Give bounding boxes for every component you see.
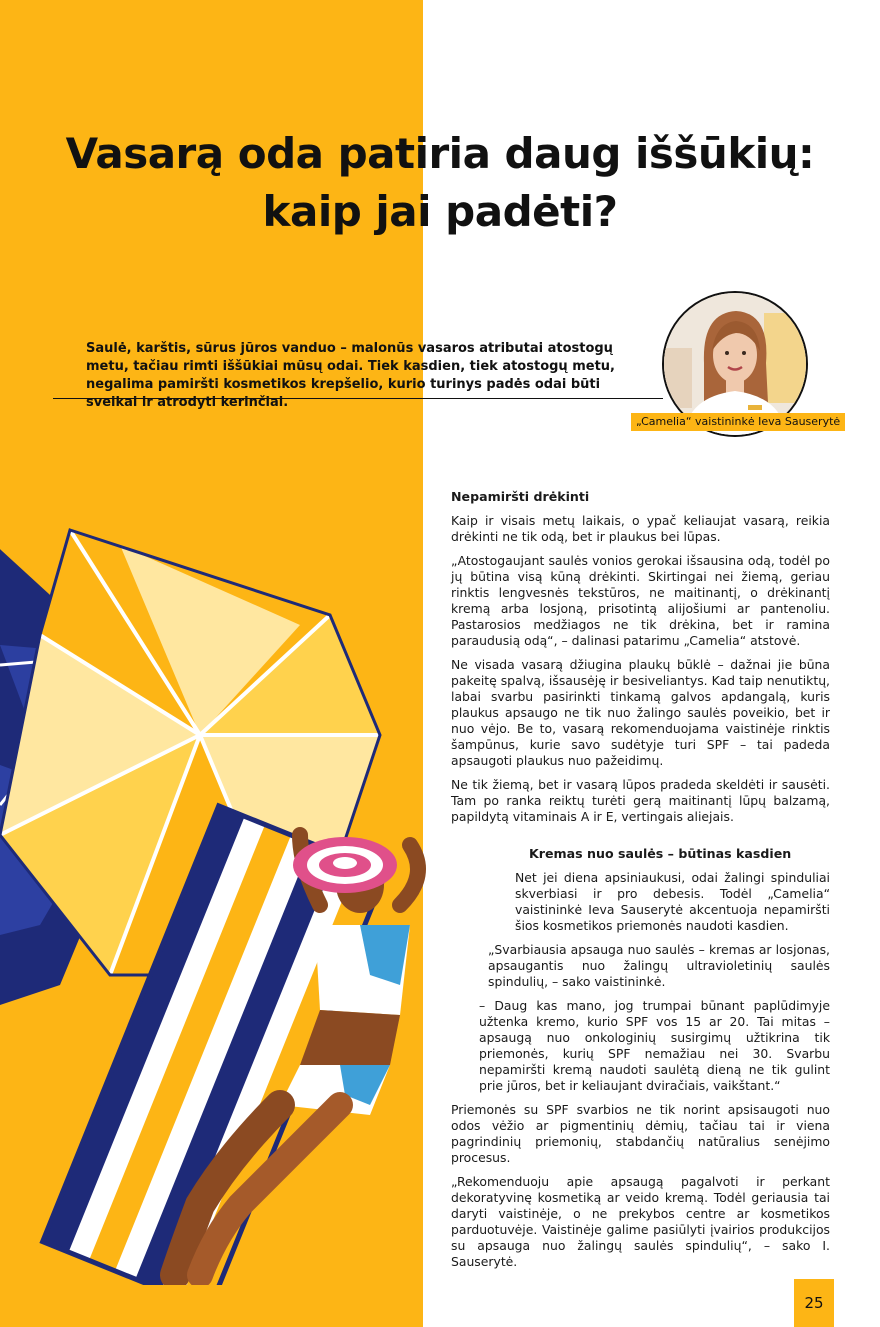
paragraph: Net jei diena apsiniaukusi, odai žalingi spinduliai skverbiasi ir pro debesis. Todėl „Camelia“ vaistininkė Ieva Sauserytė akcentuoja nepamiršti šios kosmetikos priemonės naudoti kasdien. bbox=[515, 870, 830, 933]
paragraph: Kaip ir visais metų laikais, o ypač keliaujat vasarą, reikia drėkinti ne tik odą, bet ir plaukus bei lūpas. bbox=[451, 513, 830, 544]
beach-illustration bbox=[0, 505, 520, 1285]
article-intro: Saulė, karštis, sūrus jūros vanduo – malonūs vasaros atributai atostogų metu, tačiau rimti iššūkiai mūsų odai. Tiek kasdien, tiek atostogų metu, negalima pamiršti kosmetikos krepšelio, kurio turinys padės odai būti sveikai ir atrodyti kerinčiai. bbox=[86, 341, 615, 410]
paragraph: „Rekomenduoju apie apsaugą pagalvoti ir perkant dekoratyvinę kosmetiką ar veido kremą. Todėl geriausia tai daryti vaistinėje, o ne prekybos centre ar kosmetikos parduotuvėje. Vaistinėje galime pasiūlyti įvairios produkcijos su apsauga nuo žalingų saulės spindulių“, – sako I. Sauserytė. bbox=[451, 1174, 830, 1269]
article-section-sunscreen bbox=[451, 846, 830, 1278]
section-heading: Nepamiršti drėkinti bbox=[451, 489, 590, 504]
section-heading: Kremas nuo saulės – būtinas kasdien bbox=[529, 846, 792, 861]
paragraph: „Svarbiausia apsauga nuo saulės – kremas ar losjonas, apsaugantis nuo žalingų ultravioletinių saulės spindulių, – sako vaistininkė. bbox=[488, 942, 830, 989]
paragraph: Priemonės su SPF svarbios ne tik norint apsisaugoti nuo odos vėžio ar pigmentinių dėmių, tačiau tai ir viena pagrindinių priemonių, stabdančių natūralius senėjimo procesus. bbox=[451, 1102, 830, 1165]
paragraph: „Atostogaujant saulės vonios gerokai išsausina odą, todėl po jų būtina visą kūną drėkinti. Skirtingai nei žiemą, geriau rinktis lengvesnės tekstūros, ne maitinantį, o drėkinantį kremą arba losjoną, prisotintą alijošiumi ar pantenoliu. Pastarosios medžiagos ne tik drėkina, bet ir ramina paraudusią odą“, – dalinasi patarimu „Camelia“ atstovė. bbox=[451, 553, 830, 648]
article-section-moisturize bbox=[451, 489, 830, 833]
article-title bbox=[60, 125, 820, 241]
paragraph: Ne visada vasarą džiugina plaukų būklė – dažnai jie būna pakeitę spalvą, išsausėję ir besiveliantys. Kad taip nenutiktų, labai svarbu pasirinkti tinkamą galvos apdangalą, kuris plaukus apsaugo ne tik nuo žalingo saulės poveikio, bet ir nuo vėjo. Be to, vasarą rekomenduojama vaistinėje rinktis šampūnus, kurie savo sudėtyje turi SPF – tai padeda apsaugoti plaukus nuo pažeidimų. bbox=[451, 657, 830, 768]
title-line-2: kaip jai padėti? bbox=[262, 187, 618, 236]
paragraph: Ne tik žiemą, bet ir vasarą lūpos pradeda skeldėti ir sausėti. Tam po ranka reiktų turėti gerą maitinantį lūpų balzamą, papildytą vitaminais A ir E, vertingais aliejais. bbox=[451, 777, 830, 824]
paragraph: – Daug kas mano, jog trumpai būnant paplūdimyje užtenka kremo, kurio SPF vos 15 ar 20. Tai mitas – apsaugą nuo onkologinių susirgimų užtikrina tik priemonės, kurių SPF nemažiau nei 30. Svarbu nepamiršti kremą naudoti saulėtą dieną ne tik gulint prie jūros, bet ir keliaujant dviračiais, vaikštant.“ bbox=[479, 998, 830, 1093]
title-line-1: Vasarą oda patiria daug iššūkių: bbox=[65, 129, 815, 178]
page-number: 25 bbox=[794, 1279, 834, 1327]
intro-divider bbox=[53, 398, 663, 399]
portrait-caption: „Camelia“ vaistininkė Ieva Sauserytė bbox=[631, 413, 845, 431]
